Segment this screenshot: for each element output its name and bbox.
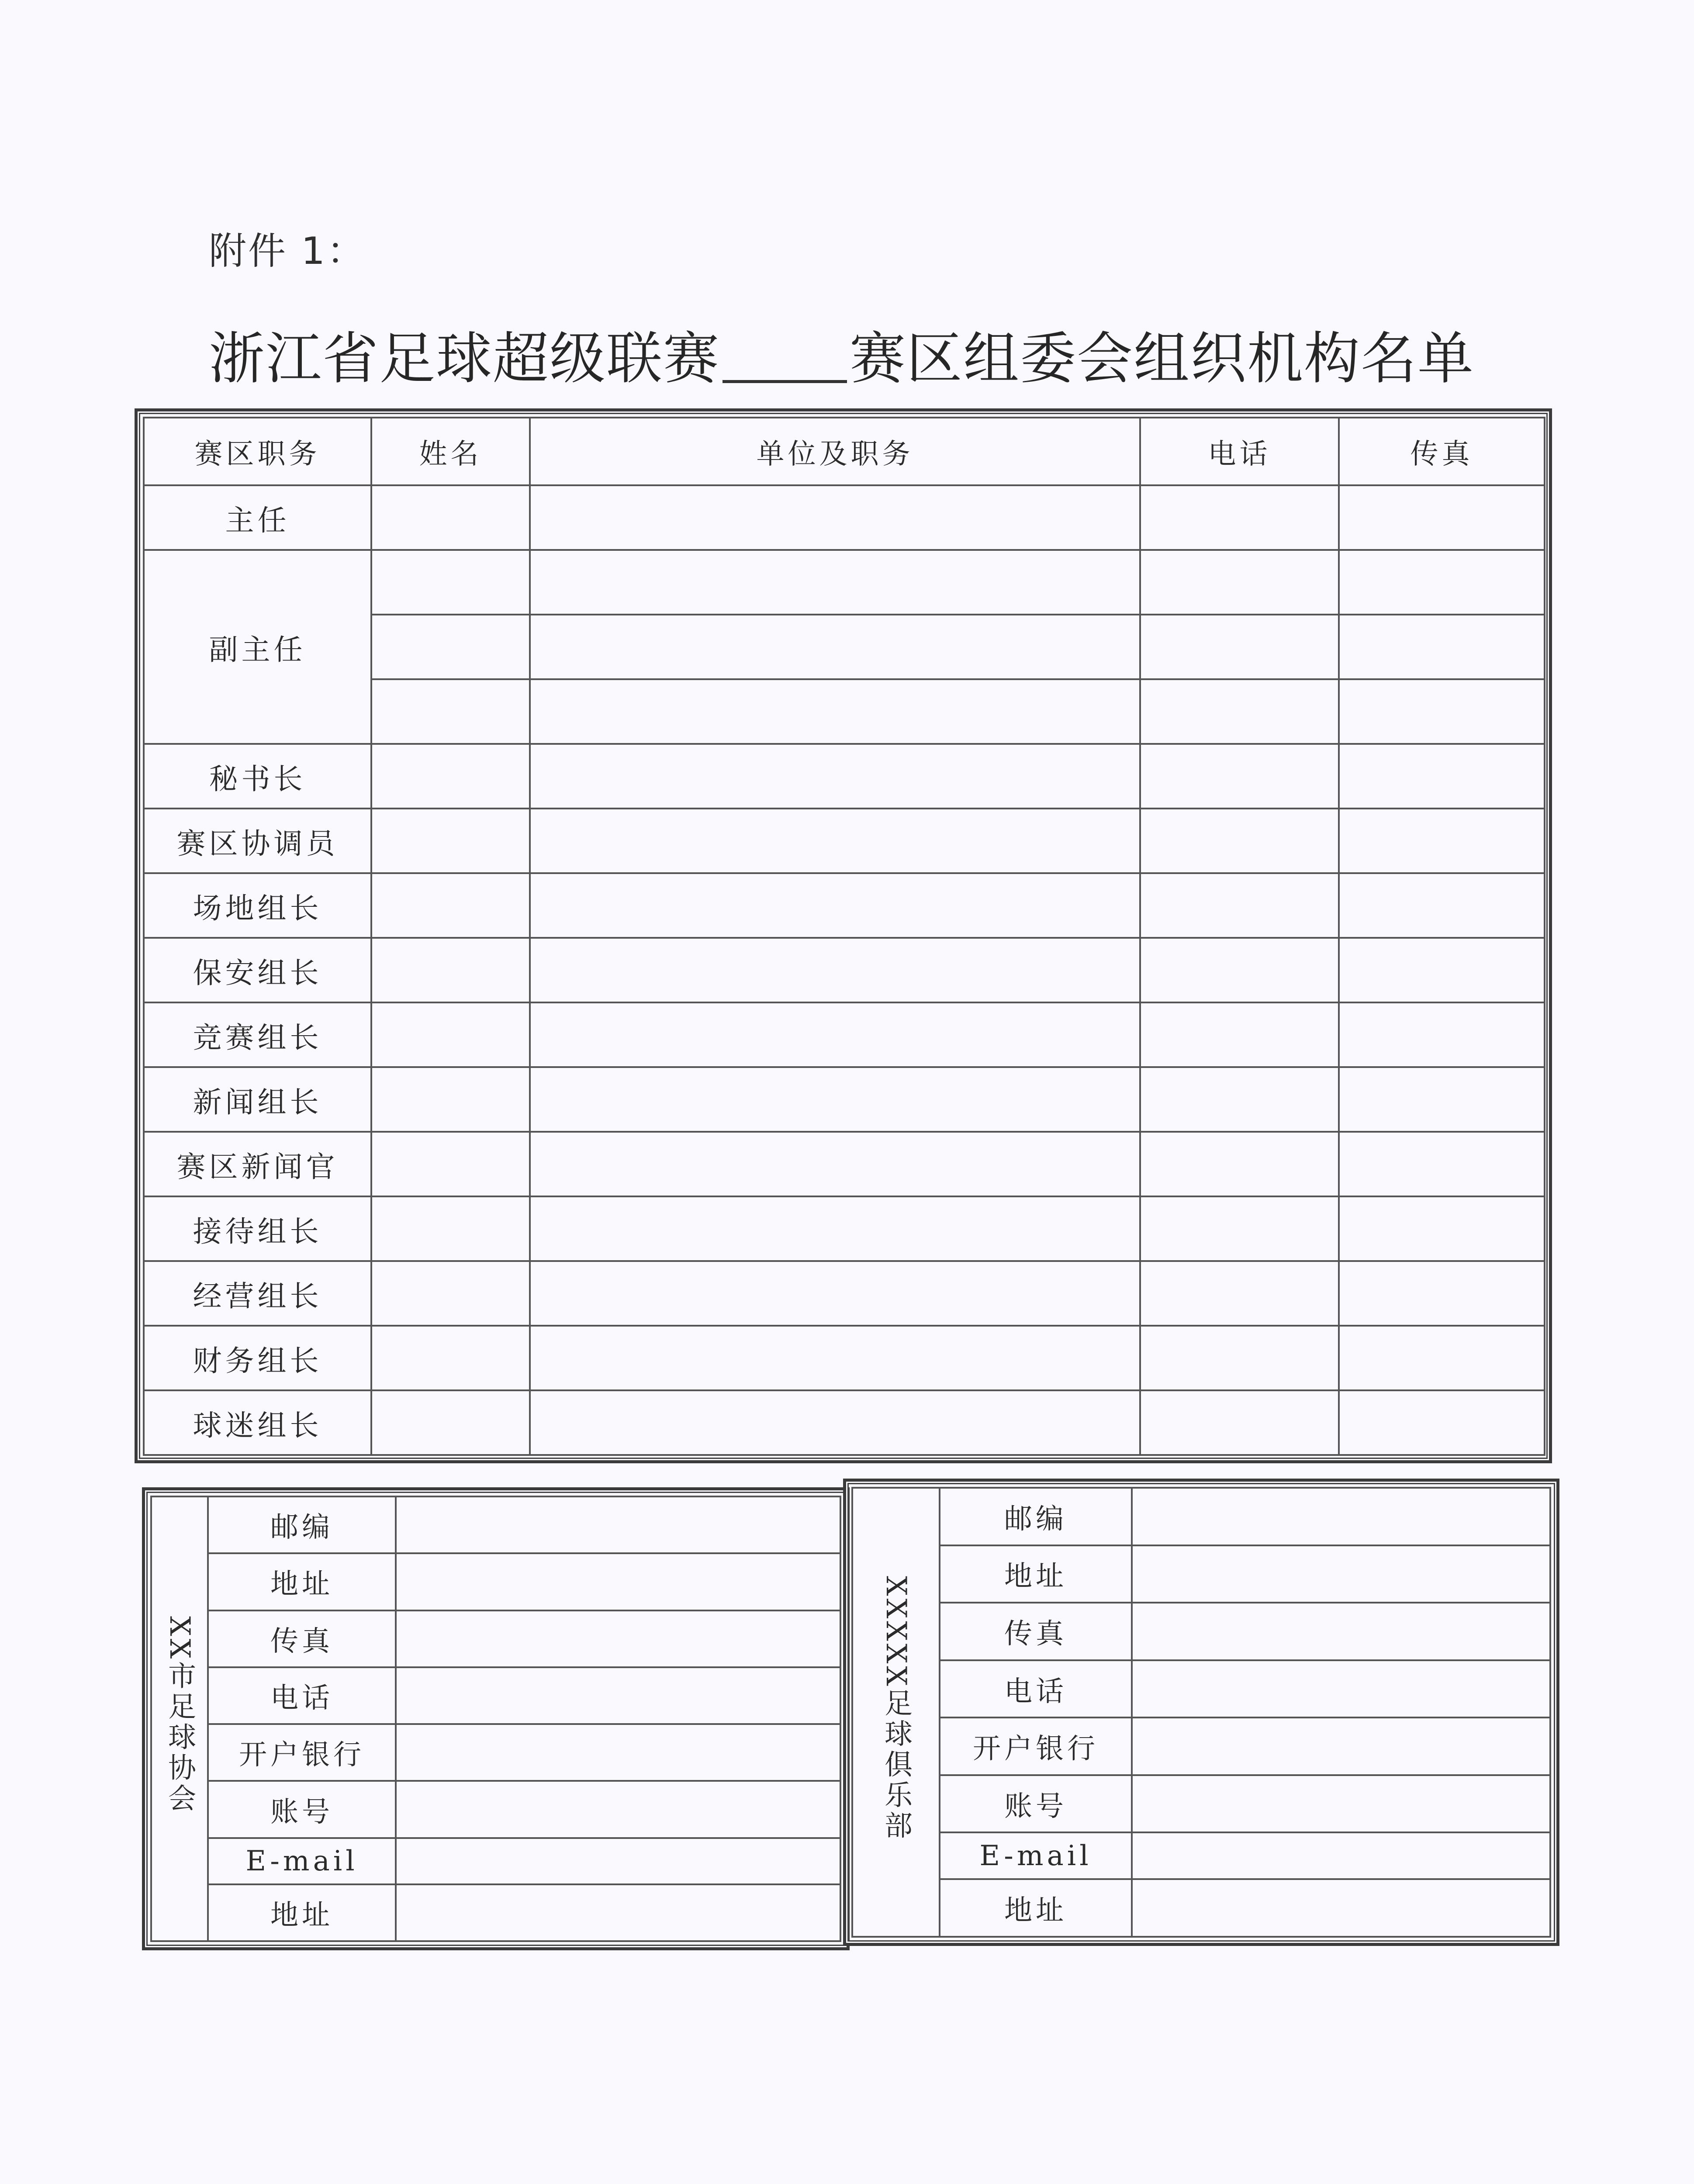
title-prefix: 浙江省足球超级联赛 xyxy=(209,326,720,391)
organization-table xyxy=(135,408,1552,1463)
contact-field-value[interactable] xyxy=(1132,1832,1550,1879)
name-cell[interactable] xyxy=(371,1326,530,1390)
contact-row xyxy=(151,1553,840,1610)
contact-field-value[interactable] xyxy=(1132,1545,1550,1603)
association-contact-grid xyxy=(150,1496,841,1942)
table-header-row xyxy=(144,418,1545,485)
contact-field-value[interactable] xyxy=(1132,1717,1550,1775)
name-cell[interactable] xyxy=(371,1002,530,1067)
contact-field-value[interactable] xyxy=(1132,1488,1550,1545)
phone-cell[interactable] xyxy=(1140,873,1339,938)
name-cell[interactable] xyxy=(371,679,530,744)
attachment-label: 附件 1： xyxy=(209,229,366,273)
unit-position-cell[interactable] xyxy=(530,1067,1140,1132)
name-cell[interactable] xyxy=(371,615,530,679)
contact-field-value[interactable] xyxy=(396,1553,840,1610)
organization-grid xyxy=(143,417,1545,1456)
unit-position-cell[interactable] xyxy=(530,1326,1140,1390)
role-label: 接待组长 xyxy=(144,1196,371,1261)
contact-field-label: 传真 xyxy=(208,1610,396,1667)
contact-field-value[interactable] xyxy=(1132,1775,1550,1833)
table-row xyxy=(144,1132,1545,1196)
contact-row xyxy=(151,1610,840,1667)
title-suffix: 赛区组委会组织机构名单 xyxy=(850,326,1475,391)
unit-position-cell[interactable] xyxy=(530,1390,1140,1455)
contact-row xyxy=(151,1838,840,1884)
header-phone: 电话 xyxy=(1140,418,1339,485)
contact-field-value[interactable] xyxy=(1132,1660,1550,1718)
contact-field-label: 账号 xyxy=(940,1775,1132,1833)
club-name-text: XXXXX足球俱乐部 xyxy=(880,1576,912,1842)
contact-field-label: 地址 xyxy=(208,1553,396,1610)
unit-position-cell[interactable] xyxy=(530,1002,1140,1067)
contact-row xyxy=(852,1603,1550,1660)
contact-field-label: 地址 xyxy=(940,1879,1132,1937)
contact-field-label: 邮编 xyxy=(940,1488,1132,1545)
unit-position-cell[interactable] xyxy=(530,873,1140,938)
contact-field-label: 电话 xyxy=(208,1667,396,1724)
fax-cell[interactable] xyxy=(1339,1261,1545,1326)
contact-field-label: 邮编 xyxy=(208,1496,396,1553)
phone-cell[interactable] xyxy=(1140,1261,1339,1326)
title-blank[interactable] xyxy=(723,328,847,383)
association-name-text: XX市足球协会 xyxy=(163,1616,196,1814)
role-label: 保安组长 xyxy=(144,938,371,1002)
contact-row xyxy=(852,1488,1550,1545)
table-row xyxy=(144,1002,1545,1067)
table-row xyxy=(144,1067,1545,1132)
contact-row xyxy=(852,1717,1550,1775)
fax-cell[interactable] xyxy=(1339,485,1545,550)
association-name xyxy=(151,1496,208,1941)
unit-position-cell[interactable] xyxy=(530,938,1140,1002)
unit-position-cell[interactable] xyxy=(530,679,1140,744)
club-contact-block xyxy=(843,1479,1559,1946)
contact-field-label: E-mail xyxy=(940,1832,1132,1879)
table-row xyxy=(144,744,1545,809)
unit-position-cell[interactable] xyxy=(530,1132,1140,1196)
role-label: 经营组长 xyxy=(144,1261,371,1326)
table-row xyxy=(144,873,1545,938)
unit-position-cell[interactable] xyxy=(530,744,1140,809)
name-cell[interactable] xyxy=(371,873,530,938)
contact-row xyxy=(151,1496,840,1553)
header-name: 姓名 xyxy=(371,418,530,485)
contact-field-value[interactable] xyxy=(396,1781,840,1838)
contact-field-value[interactable] xyxy=(396,1724,840,1781)
contact-field-label: 开户银行 xyxy=(208,1724,396,1781)
contact-field-value[interactable] xyxy=(396,1884,840,1941)
contact-field-value[interactable] xyxy=(396,1496,840,1553)
contact-row xyxy=(151,1884,840,1941)
fax-cell[interactable] xyxy=(1339,744,1545,809)
fax-cell[interactable] xyxy=(1339,1196,1545,1261)
fax-cell[interactable] xyxy=(1339,615,1545,679)
contact-row xyxy=(151,1667,840,1724)
phone-cell[interactable] xyxy=(1140,1326,1339,1390)
fax-cell[interactable] xyxy=(1339,1326,1545,1390)
role-label: 财务组长 xyxy=(144,1326,371,1390)
contact-field-label: 传真 xyxy=(940,1603,1132,1660)
table-row xyxy=(144,938,1545,1002)
contact-field-label: E-mail xyxy=(208,1838,396,1884)
header-role: 赛区职务 xyxy=(144,418,371,485)
contact-field-value[interactable] xyxy=(1132,1879,1550,1937)
phone-cell[interactable] xyxy=(1140,1196,1339,1261)
phone-cell[interactable] xyxy=(1140,615,1339,679)
name-cell[interactable] xyxy=(371,550,530,615)
unit-position-cell[interactable] xyxy=(530,550,1140,615)
fax-cell[interactable] xyxy=(1339,1132,1545,1196)
table-row xyxy=(144,1326,1545,1390)
name-cell[interactable] xyxy=(371,1196,530,1261)
phone-cell[interactable] xyxy=(1140,1002,1339,1067)
table-row xyxy=(144,809,1545,873)
contact-field-label: 地址 xyxy=(940,1545,1132,1603)
contact-field-label: 账号 xyxy=(208,1781,396,1838)
phone-cell[interactable] xyxy=(1140,1390,1339,1455)
contact-row xyxy=(852,1660,1550,1718)
contact-field-value[interactable] xyxy=(396,1610,840,1667)
role-label: 竞赛组长 xyxy=(144,1002,371,1067)
contact-field-label: 地址 xyxy=(208,1884,396,1941)
phone-cell[interactable] xyxy=(1140,1067,1339,1132)
contact-field-value[interactable] xyxy=(396,1838,840,1884)
phone-cell[interactable] xyxy=(1140,938,1339,1002)
phone-cell[interactable] xyxy=(1140,679,1339,744)
unit-position-cell[interactable] xyxy=(530,615,1140,679)
name-cell[interactable] xyxy=(371,1067,530,1132)
club-name xyxy=(852,1488,940,1937)
unit-position-cell[interactable] xyxy=(530,485,1140,550)
fax-cell[interactable] xyxy=(1339,938,1545,1002)
fax-cell[interactable] xyxy=(1339,809,1545,873)
name-cell[interactable] xyxy=(371,1261,530,1326)
unit-position-cell[interactable] xyxy=(530,1261,1140,1326)
club-contact-grid xyxy=(851,1487,1551,1938)
role-label: 副主任 xyxy=(144,550,371,744)
fax-cell[interactable] xyxy=(1339,550,1545,615)
role-label: 秘书长 xyxy=(144,744,371,809)
table-row xyxy=(144,485,1545,550)
name-cell[interactable] xyxy=(371,485,530,550)
form-title xyxy=(209,324,1474,394)
table-row xyxy=(144,1196,1545,1261)
phone-cell[interactable] xyxy=(1140,1132,1339,1196)
fax-cell[interactable] xyxy=(1339,873,1545,938)
role-label: 新闻组长 xyxy=(144,1067,371,1132)
table-row xyxy=(144,550,1545,615)
fax-cell[interactable] xyxy=(1339,1390,1545,1455)
name-cell[interactable] xyxy=(371,809,530,873)
name-cell[interactable] xyxy=(371,938,530,1002)
phone-cell[interactable] xyxy=(1140,809,1339,873)
unit-position-cell[interactable] xyxy=(530,1196,1140,1261)
contact-field-label: 开户银行 xyxy=(940,1717,1132,1775)
contact-row xyxy=(151,1781,840,1838)
role-label: 主任 xyxy=(144,485,371,550)
role-label: 球迷组长 xyxy=(144,1390,371,1455)
contact-row xyxy=(852,1775,1550,1833)
contact-row xyxy=(852,1545,1550,1603)
contact-row xyxy=(151,1724,840,1781)
phone-cell[interactable] xyxy=(1140,485,1339,550)
role-label: 赛区协调员 xyxy=(144,809,371,873)
fax-cell[interactable] xyxy=(1339,679,1545,744)
header-unit-position: 单位及职务 xyxy=(530,418,1140,485)
contact-field-value[interactable] xyxy=(396,1667,840,1724)
table-row xyxy=(144,1390,1545,1455)
fax-cell[interactable] xyxy=(1339,1002,1545,1067)
header-fax: 传真 xyxy=(1339,418,1545,485)
name-cell[interactable] xyxy=(371,1390,530,1455)
name-cell[interactable] xyxy=(371,1132,530,1196)
phone-cell[interactable] xyxy=(1140,744,1339,809)
role-label: 赛区新闻官 xyxy=(144,1132,371,1196)
contact-field-value[interactable] xyxy=(1132,1603,1550,1660)
role-label: 场地组长 xyxy=(144,873,371,938)
contact-row xyxy=(852,1879,1550,1937)
contact-row xyxy=(852,1832,1550,1879)
table-row xyxy=(144,1261,1545,1326)
unit-position-cell[interactable] xyxy=(530,809,1140,873)
name-cell[interactable] xyxy=(371,744,530,809)
contact-field-label: 电话 xyxy=(940,1660,1132,1718)
fax-cell[interactable] xyxy=(1339,1067,1545,1132)
association-contact-block xyxy=(142,1487,850,1950)
phone-cell[interactable] xyxy=(1140,550,1339,615)
